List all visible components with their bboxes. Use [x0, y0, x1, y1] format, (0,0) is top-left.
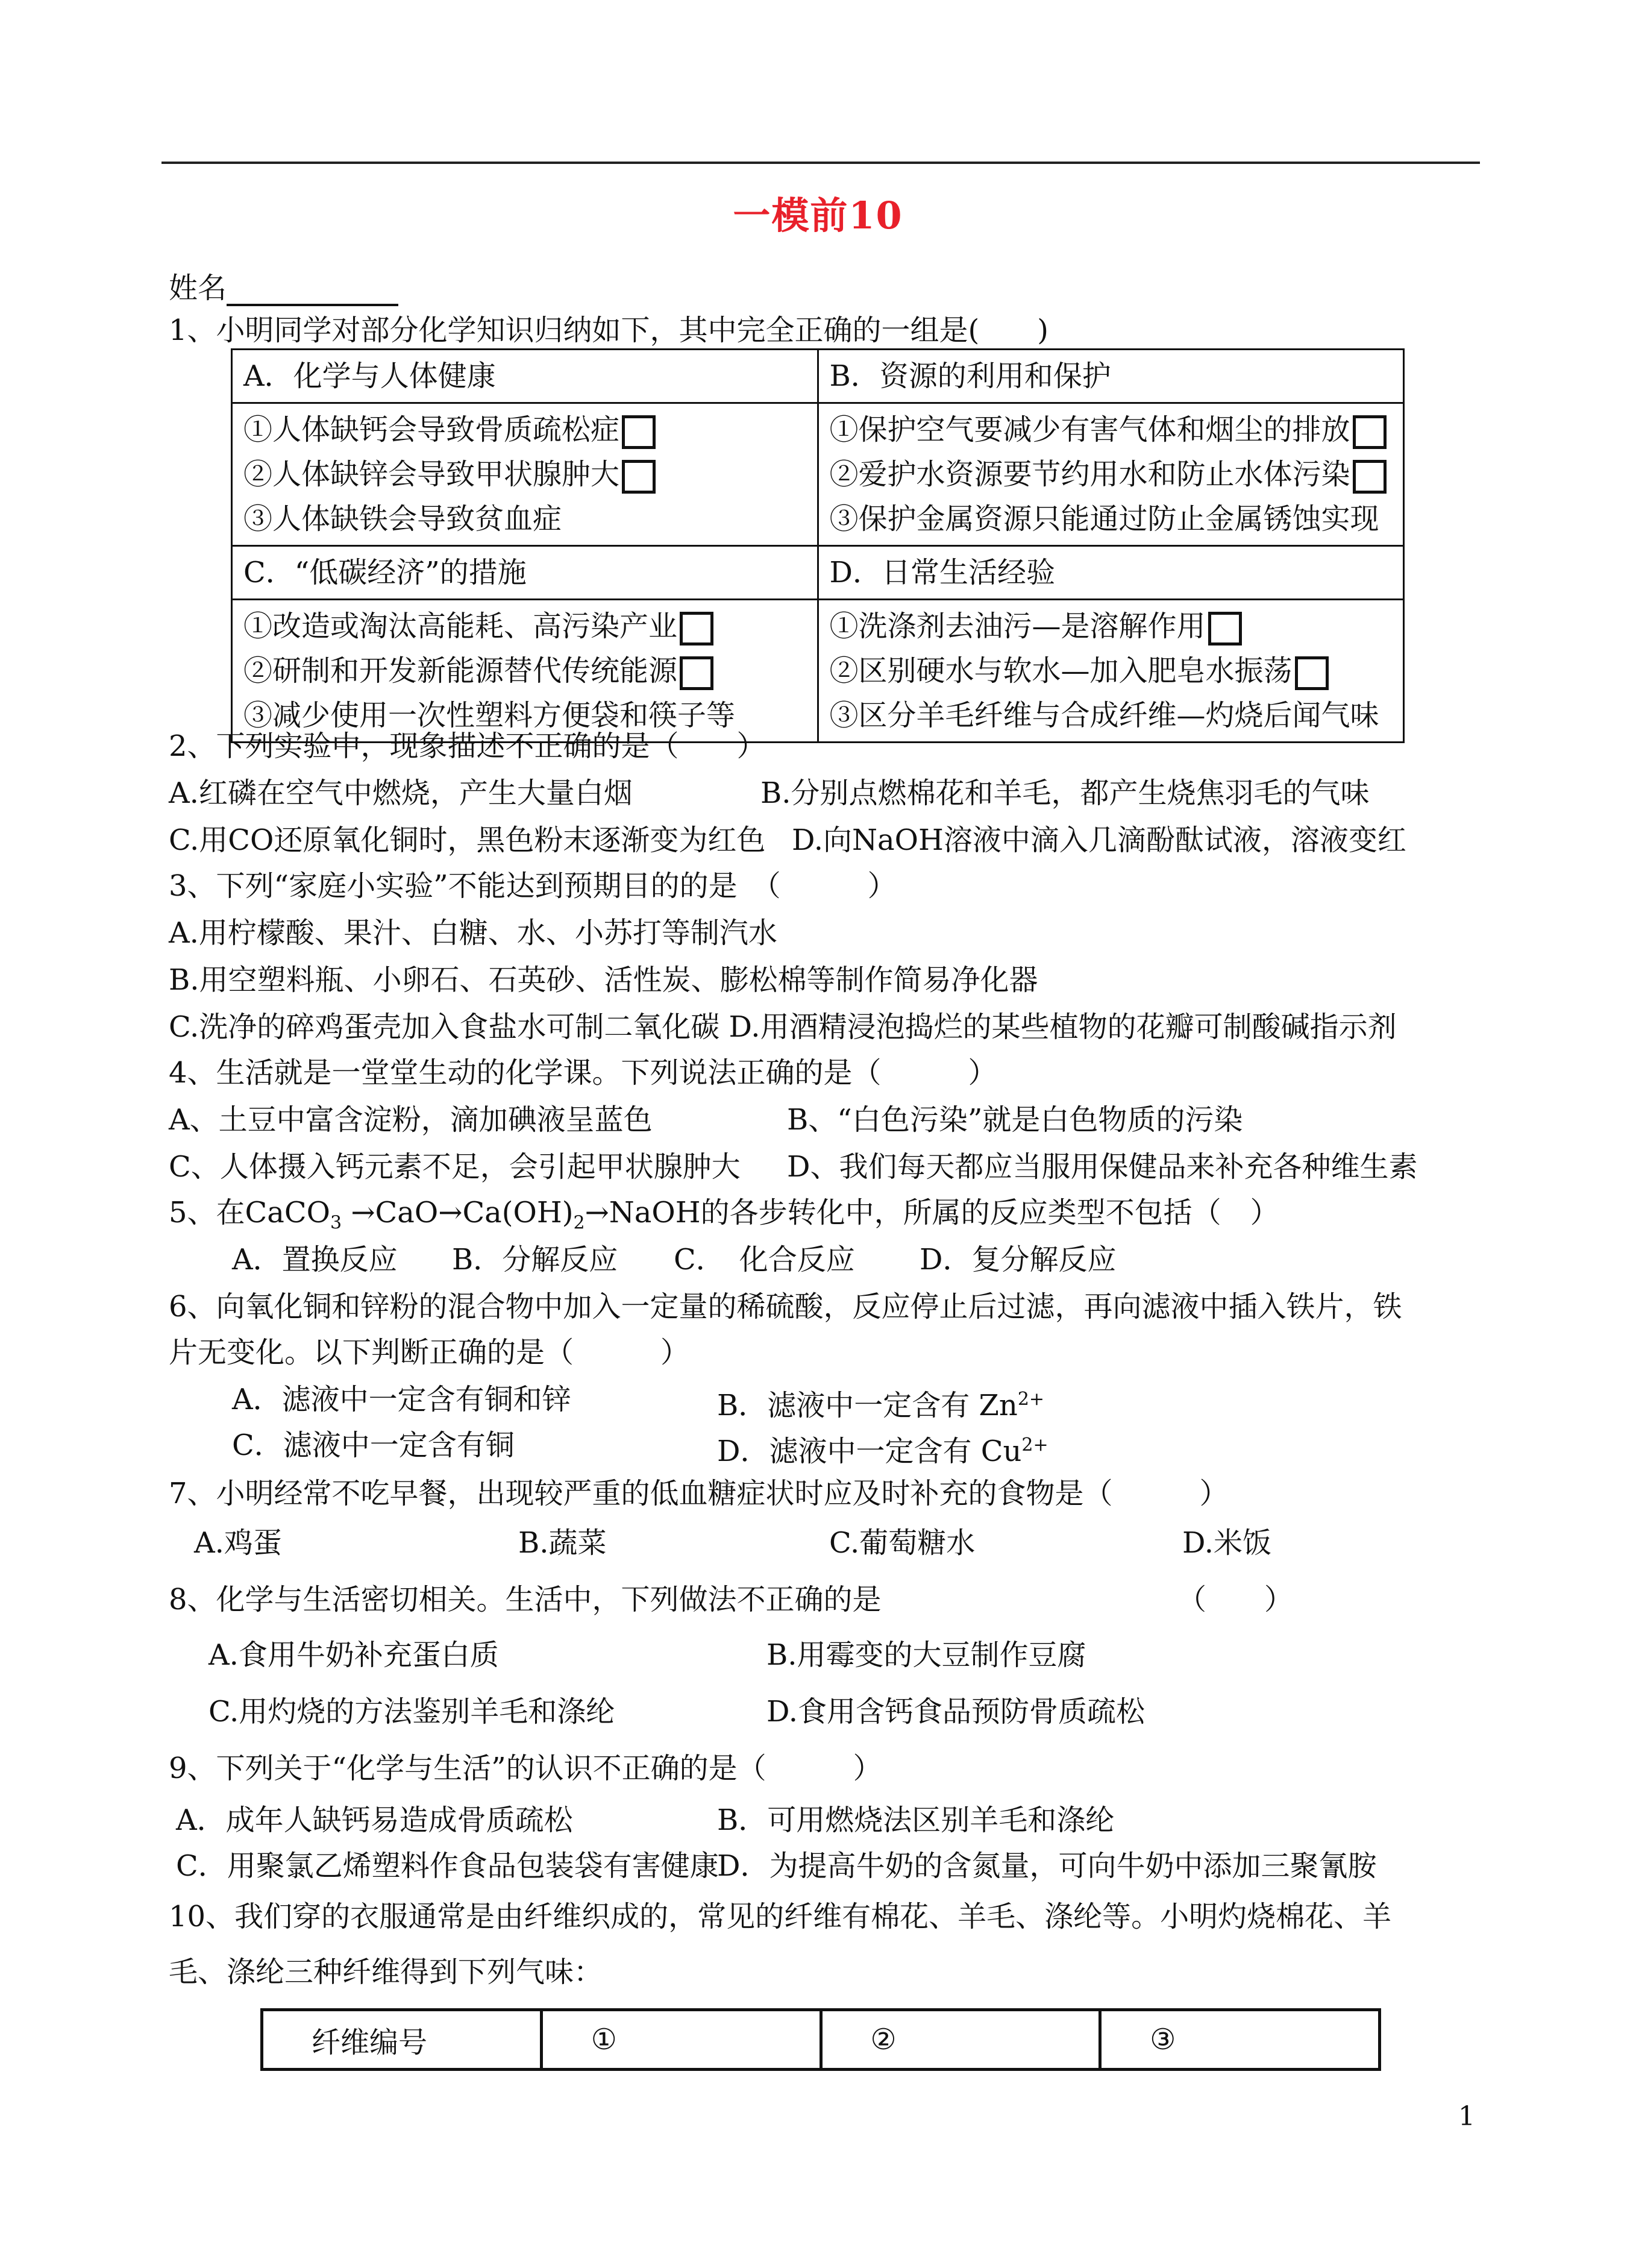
q10-stem-line1: 10、我们穿的衣服通常是由纤维织成的，常见的纤维有棉花、羊毛、涤纶等。小明灼烧棉花、羊	[169, 1900, 1392, 1933]
q3-option-cd: C.洗净的碎鸡蛋壳加入食盐水可制二氧化碳 D.用酒精浸泡捣烂的某些植物的花瓣可制酸碱指示剂	[169, 1010, 1397, 1044]
q7-option-a: A.鸡蛋	[194, 1526, 282, 1560]
checkbox[interactable]	[680, 612, 713, 646]
checkbox[interactable]	[622, 460, 656, 494]
q6-option-d-text: D．滤液中一定含有 Cu	[717, 1434, 1022, 1468]
page-title: 一模前10	[733, 193, 903, 237]
name-field	[169, 270, 398, 306]
q1-a-item: ②人体缺锌会导致甲状腺肿大	[243, 457, 620, 491]
q6-stem-line1: 6、向氧化铜和锌粉的混合物中加入一定量的稀硫酸，反应停止后过滤，再向滤液中插入铁片，铁	[169, 1290, 1402, 1324]
q4-option-d: D、我们每天都应当服用保健品来补充各种维生素	[787, 1150, 1418, 1184]
q9-option-d: D．为提高牛奶的含氮量，可向牛奶中添加三聚氰胺	[717, 1849, 1377, 1883]
q1-d-item: ②区别硬水与软水—加入肥皂水振荡	[829, 654, 1293, 688]
q2-option-b: B.分别点燃棉花和羊毛，都产生烧焦羽毛的气味	[760, 776, 1370, 810]
q4-option-a: A、土豆中富含淀粉，滴加碘液呈蓝色	[169, 1103, 653, 1137]
q1-knowledge-table	[231, 348, 1405, 743]
q7-option-b: B.蔬菜	[518, 1526, 607, 1560]
q6-option-b-text: B．滤液中一定含有 Zn	[717, 1389, 1018, 1422]
q1-option-b-body	[818, 403, 1404, 546]
q6-stem-line2: 片无变化。以下判断正确的是（ ）	[169, 1336, 690, 1369]
q7-option-d: D.米饭	[1182, 1526, 1272, 1560]
page-number: 1	[1458, 2101, 1475, 2132]
q3-option-b: B.用空塑料瓶、小卵石、石英砂、活性炭、膨松棉等制作简易净化器	[169, 963, 1038, 997]
q2-stem: 2、下列实验中，现象描述不正确的是（ ）	[169, 729, 766, 763]
q5-option-b: B．分解反应	[452, 1243, 618, 1277]
q4-stem: 4、生活就是一堂堂生动的化学课。下列说法正确的是（ ）	[169, 1056, 997, 1090]
q3-stem: 3、下列“家庭小实验”不能达到预期目的的是 （ ）	[169, 869, 897, 903]
table-cell: ③	[1100, 2010, 1380, 2070]
header-rule	[161, 162, 1480, 164]
q4-option-b: B、“白色污染”就是白色物质的污染	[787, 1103, 1243, 1137]
q1-d-item: ③区分羊毛纤维与合成纤维—灼烧后闻气味	[829, 699, 1379, 732]
q1-a-item: ①人体缺钙会导致骨质疏松症	[243, 413, 620, 447]
name-blank[interactable]	[227, 274, 398, 306]
q5-subscript: 2	[573, 1212, 585, 1234]
q1-d-item: ①洗涤剂去油污—是溶解作用	[829, 609, 1206, 643]
q5-stem-part: →NaOH的各步转化中，所属的反应类型不包括（ ）	[585, 1196, 1279, 1230]
table-cell: ①	[541, 2010, 821, 2070]
fiber-table	[260, 2008, 1381, 2071]
checkbox[interactable]	[1208, 612, 1242, 646]
q7-option-c: C.葡萄糖水	[829, 1526, 976, 1560]
q8-answer-paren: （ ）	[1177, 1583, 1294, 1616]
q1-option-c-body	[232, 600, 818, 743]
q8-option-c: C.用灼烧的方法鉴别羊毛和涤纶	[208, 1695, 615, 1729]
q2-option-d: D.向NaOH溶液中滴入几滴酚酞试液，溶液变红	[792, 823, 1406, 857]
checkbox[interactable]	[680, 656, 713, 690]
table-cell: ②	[821, 2010, 1100, 2070]
table-row	[262, 2010, 1380, 2070]
q5-option-c: C． 化合反应	[674, 1243, 855, 1277]
q4-option-c: C、人体摄入钙元素不足，会引起甲状腺肿大	[169, 1150, 741, 1184]
name-label: 姓名	[169, 271, 227, 305]
table-cell: 纤维编号	[262, 2010, 542, 2070]
checkbox[interactable]	[1353, 415, 1387, 449]
q1-option-c-head: C．“低碳经济”的措施	[232, 546, 818, 600]
q8-option-b: B.用霉变的大豆制作豆腐	[766, 1638, 1086, 1672]
checkbox[interactable]	[1295, 656, 1329, 690]
q9-option-b: B．可用燃烧法区别羊毛和涤纶	[717, 1803, 1115, 1837]
q1-b-item: ②爱护水资源要节约用水和防止水体污染	[829, 457, 1350, 491]
q6-option-a: A．滤液中一定含有铜和锌	[232, 1383, 571, 1416]
q6-option-c: C．滤液中一定含有铜	[232, 1428, 515, 1462]
q2-option-a: A.红磷在空气中燃烧，产生大量白烟	[169, 776, 633, 810]
q5-option-d: D．复分解反应	[920, 1243, 1117, 1277]
q1-option-d-head: D．日常生活经验	[818, 546, 1404, 600]
q8-option-d: D.食用含钙食品预防骨质疏松	[766, 1695, 1146, 1729]
q1-option-a-head: A．化学与人体健康	[232, 350, 818, 403]
q5-subscript: 3	[330, 1212, 342, 1234]
q2-option-c: C.用CO还原氧化铜时，黑色粉末逐渐变为红色	[169, 823, 766, 857]
q1-stem: 1、小明同学对部分化学知识归纳如下，其中完全正确的一组是( )	[169, 313, 1048, 347]
q5-stem-part: 5、在CaCO	[169, 1196, 330, 1230]
q9-option-a: A．成年人缺钙易造成骨质疏松	[176, 1803, 573, 1837]
q6-option-b	[717, 1381, 1044, 1424]
checkbox[interactable]	[1353, 460, 1387, 494]
q5-stem-part: →CaO→Ca(OH)	[342, 1196, 574, 1230]
q5-option-a: A．置换反应	[232, 1243, 398, 1277]
q1-option-b-head: B．资源的利用和保护	[818, 350, 1404, 403]
q1-option-a-body	[232, 403, 818, 546]
q1-b-item: ①保护空气要减少有害气体和烟尘的排放	[829, 413, 1350, 447]
q1-c-item: ②研制和开发新能源替代传统能源	[243, 654, 678, 688]
q7-stem: 7、小明经常不吃早餐，出现较严重的低血糖症状时应及时补充的食物是（ ）	[169, 1477, 1229, 1510]
q10-stem-line2: 毛、涤纶三种纤维得到下列气味：	[169, 1955, 603, 1989]
q8-stem: 8、化学与生活密切相关。生活中，下列做法不正确的是	[169, 1583, 882, 1616]
q5-stem	[169, 1195, 1279, 1242]
q1-c-item: ③减少使用一次性塑料方便袋和筷子等	[243, 699, 736, 732]
q9-stem: 9、下列关于“化学与生活”的认识不正确的是（ ）	[169, 1751, 882, 1785]
q1-a-item: ③人体缺铁会导致贫血症	[243, 502, 562, 536]
q8-option-a: A.食用牛奶补充蛋白质	[208, 1638, 499, 1672]
checkbox[interactable]	[622, 415, 656, 449]
q1-option-d-body	[818, 600, 1404, 743]
q6-option-d-charge: 2+	[1021, 1434, 1048, 1456]
q1-b-item: ③保护金属资源只能通过防止金属锈蚀实现	[829, 502, 1379, 536]
q3-option-a: A.用柠檬酸、果汁、白糖、水、小苏打等制汽水	[169, 916, 777, 950]
q6-option-b-charge: 2+	[1017, 1389, 1045, 1410]
q1-c-item: ①改造或淘汰高能耗、高污染产业	[243, 609, 678, 643]
q6-option-d	[717, 1427, 1048, 1469]
q9-option-c: C．用聚氯乙烯塑料作食品包装袋有害健康	[176, 1849, 719, 1883]
